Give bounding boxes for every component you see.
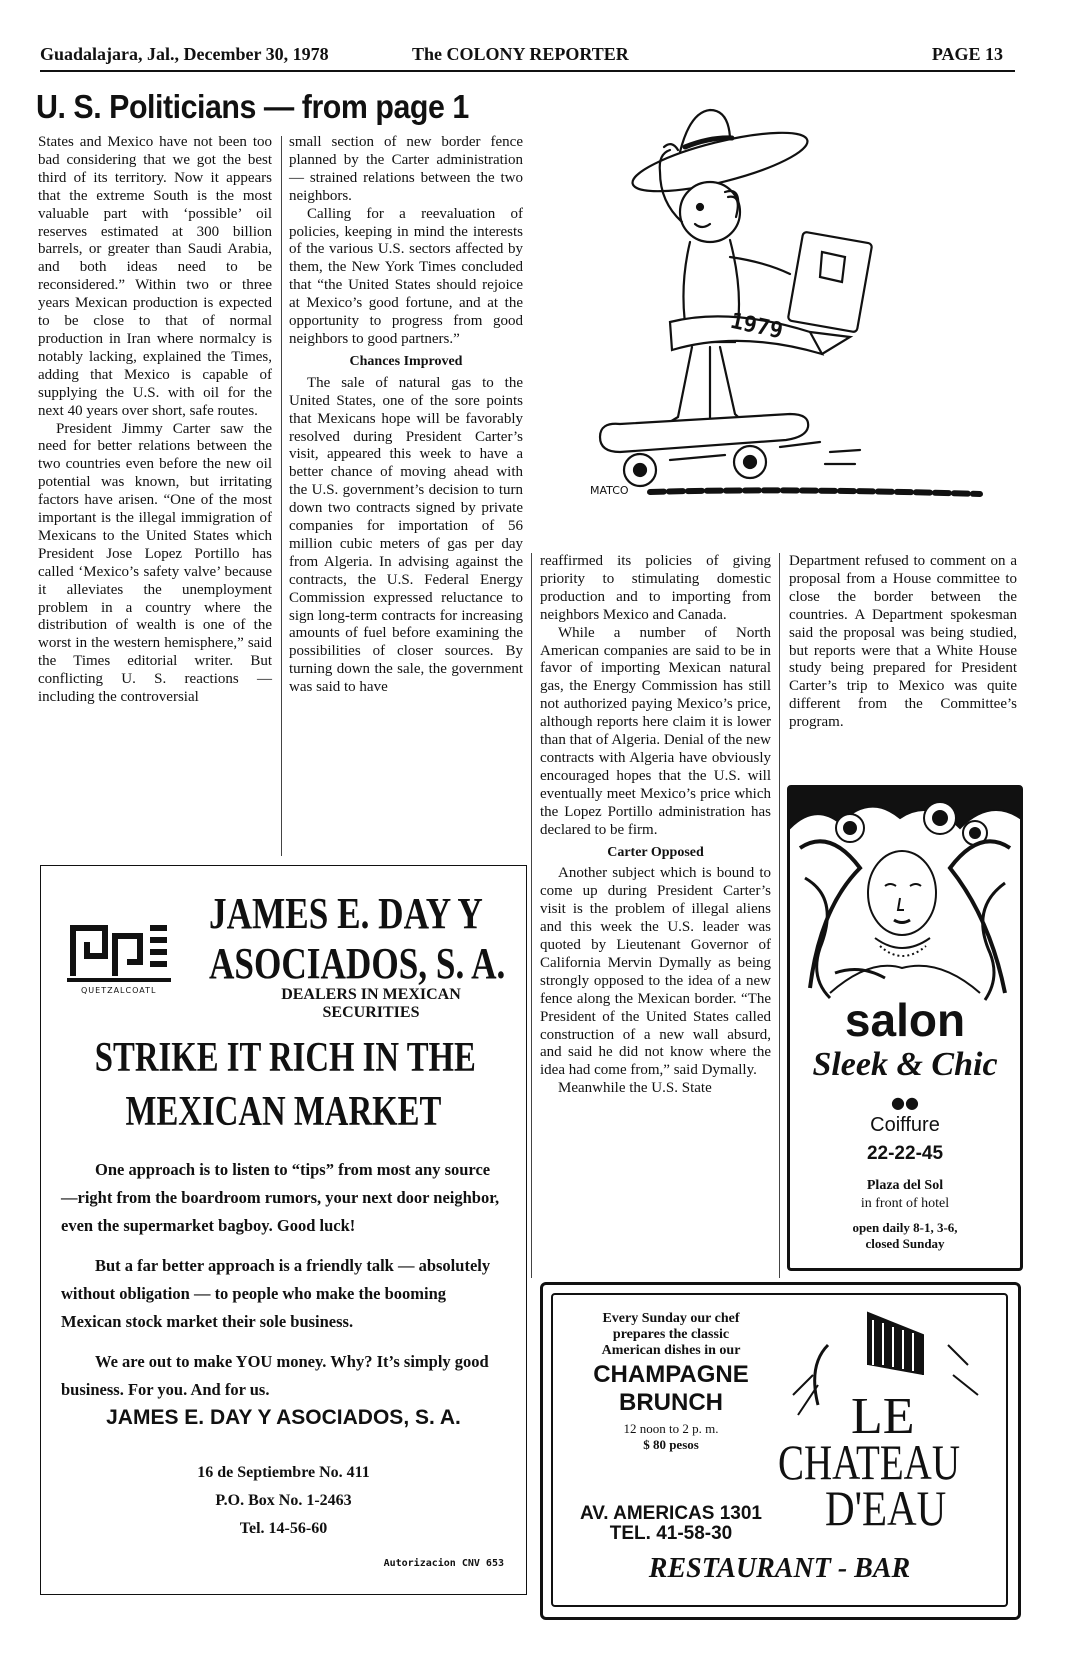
intro-line: Every Sunday our chef: [602, 1311, 740, 1326]
ad-address-block: [41, 1459, 526, 1543]
issue-date: Guadalajara, Jal., December 30, 1978: [40, 44, 329, 64]
po-box: P.O. Box No. 1-2463: [215, 1492, 352, 1509]
banner-year: 1979: [727, 308, 786, 345]
column-divider: [779, 553, 780, 1278]
article-paragraph: Calling for a reevaluation of policies, keeping in mind the interests of the various U.S. sectors affected by them, the New York Times concluded that “the United States should rejoice at Mexico’s good fortune, and at the opportunity to progress from good neighbors to good partners.”: [289, 205, 523, 347]
logo-caption: QUETZALCOATL: [81, 986, 157, 995]
restaurant-address: AV. AMERICAS 1301: [580, 1503, 762, 1524]
salon-hours: open daily 8-1, 3-6,: [852, 1220, 958, 1235]
article-paragraph: Department refused to comment on a proposal from a House committee to close the border between the countries. A Department spokesman said the proposal was being studied, but reports were that a White House study being prepared for President Carter’s trip to Mexico was quite different from the Committee’s program.: [789, 553, 1017, 731]
article-headline: U. S. Politicians — from page 1: [36, 88, 469, 125]
ad-paragraph: But a far better approach is a friendly talk — absolutely without obligation — to people who make the booming Mexican stock market their sole business.: [61, 1256, 491, 1331]
subhead-carter-opposed: Carter Opposed: [607, 844, 704, 860]
restaurant-bar-tagline: RESTAURANT - BAR: [648, 1553, 911, 1584]
masthead: [40, 40, 1015, 72]
paper-name: The COLONY REPORTER: [412, 44, 629, 64]
coiffure-label: Coiffure: [870, 1114, 940, 1136]
salon-subname: Sleek & Chic: [812, 1046, 998, 1083]
brunch-price: $ 80 pesos: [643, 1437, 699, 1452]
ad-paragraph: One approach is to listen to “tips” from most any source—right from the boardroom rumors, your next door neighbor, even the supermarket bagboy. Good luck!: [61, 1160, 500, 1235]
logo-chateau: CHATEAU: [778, 1434, 960, 1490]
authorization-note: Autorizacion CNV 653: [383, 1558, 504, 1569]
article-paragraph: Meanwhile the U.S. State: [558, 1080, 712, 1097]
restaurant-phone: TEL. 41-58-30: [609, 1523, 733, 1544]
article-paragraph: President Jimmy Carter saw the need for better relations between the two countries even before the new oil potential was known, but irritating factors have arisen. “One of the most important is the illegal immigration of Mexicans to the United States which President Jose Lopez Portillo has called ‘Mexico’s safety valve’ because it alleviates the unemployment problem in a country where the distribution of wealth is one of the worst in the western hemisphere,” said the Times editorial writer. But conflicting U. S. reactions — including the controversial: [38, 420, 272, 706]
street-address: 16 de Septiembre No. 411: [197, 1464, 370, 1481]
phone-number: Tel. 14-56-60: [239, 1520, 328, 1537]
logo-le: LE: [851, 1388, 915, 1445]
firm-name-line-1: JAMES E. DAY Y: [209, 889, 483, 938]
salon-name: salon: [844, 994, 966, 1046]
article-column-1: [38, 134, 272, 707]
ad-inner-frame: [551, 1293, 1008, 1607]
firm-name-line-2: ASOCIADOS, S. A.: [209, 939, 506, 988]
brunch-label: BRUNCH: [619, 1389, 723, 1416]
intro-line: prepares the classic: [612, 1327, 730, 1342]
quetzalcoatl-logo-icon: [65, 916, 175, 986]
ad-body-copy: [61, 1156, 506, 1416]
article-paragraph: reaffirmed its policies of giving priority to stimulating domestic production and to importing from neighbors Mexico and Canada.: [540, 553, 771, 623]
ad-paragraph: We are out to make YOU money. Why? It’s simply good business. For you. And for us.: [61, 1352, 489, 1399]
ad-headline-line-1: [41, 1034, 526, 1082]
ad-headline-line-2: [41, 1088, 526, 1136]
salon-location: Plaza del Sol: [866, 1178, 944, 1193]
column-divider: [531, 553, 532, 1278]
salon-phone: 22-22-45: [866, 1143, 944, 1164]
brunch-hours: 12 noon to 2 p. m.: [623, 1421, 719, 1436]
salon-closed-day: closed Sunday: [865, 1236, 945, 1251]
intro-line: American dishes in our: [601, 1343, 741, 1358]
column-divider: [281, 136, 282, 856]
article-column-4: [789, 553, 1017, 732]
ad-signature: JAMES E. DAY Y ASOCIADOS, S. A.: [106, 1406, 461, 1429]
ad-headline-text: MEXICAN MARKET: [125, 1089, 442, 1135]
le-chateau-deau-advertisement: [540, 1282, 1021, 1620]
article-paragraph: Another subject which is bound to come up during President Carter’s visit is the problem of illegal aliens and this week the U.S. leader was quoted by Lieutenant Governor of California Mervin Dymally as being strongly opposed to the idea of a new fence along the Mexican border. “The President of the United States called construction of a new wall absurd, and said he did not know where the idea had come from,” said Dymally.: [540, 865, 771, 1079]
article-column-3: [540, 553, 771, 1098]
ad-headline-text: STRIKE IT RICH IN THE: [94, 1035, 476, 1081]
salon-advertisement: [787, 785, 1023, 1271]
page-number: PAGE 13: [931, 44, 1003, 64]
subhead-chances-improved: Chances Improved: [349, 353, 463, 369]
article-column-2: [289, 134, 523, 697]
dealers-tagline: DEALERS IN MEXICAN SECURITIES: [281, 986, 461, 1021]
cartoon-signature: MATCO: [590, 484, 629, 497]
article-paragraph: States and Mexico have not been too bad considering that we got the best third of its territory. Now it appears that the extreme South is the most valuable part with ‘possible’ oil reserves estimated at 300 billion barrels, or greater than Saudi Arabia, and both ideas need to be reconsidered.” Within two or three years Mexican production is expected to be close to that of normal production in Iran where normalcy is notably lacking, explained the Times, adding that Mexico is capable of supplying the U.S. with oil for the next 40 years over short, safe routes.: [38, 134, 272, 419]
article-paragraph: While a number of North American companies are said to be in favor of importing Mexican natural gas, the Energy Commission has still not authorized paying Mexico’s price, although reports here claim it is lower than that of Algeria. Denial of the new contracts with Algeria have obviously encouraged hopes that the U.S. will eventually meet Mexico’s price which the Lopez Portillo administration has declared to be firm.: [540, 624, 771, 838]
salon-location-note: in front of hotel: [860, 1196, 950, 1211]
champagne-label: CHAMPAGNE: [593, 1361, 749, 1388]
art-nouveau-woman-illustration: [790, 788, 1020, 1003]
new-year-cartoon: [560, 92, 1015, 542]
article-paragraph: small section of new border fence planned by the Carter administration — strained relations between the two neighbors.: [289, 134, 523, 204]
decorative-dots: ●●: [891, 1093, 919, 1112]
logo-deau: D'EAU: [825, 1480, 947, 1536]
james-day-advertisement: [40, 865, 527, 1595]
article-paragraph: The sale of natural gas to the United States, one of the sore points that Mexicans hope will be favorably resolved during President Carter’s visit, appeared this week to have a better chance of moving ahead with the U.S. government’s decision to turn down two contracts signed by private companies for importation of 56 million cubic meters of gas per day from Algeria. In advising against the contracts, the U.S. Federal Energy Commission expressed reluctance to sign long-term contracts for increasing amounts of fuel before examining the possibilities of closer sources. By turning down the sale, the government was said to have: [289, 374, 523, 696]
